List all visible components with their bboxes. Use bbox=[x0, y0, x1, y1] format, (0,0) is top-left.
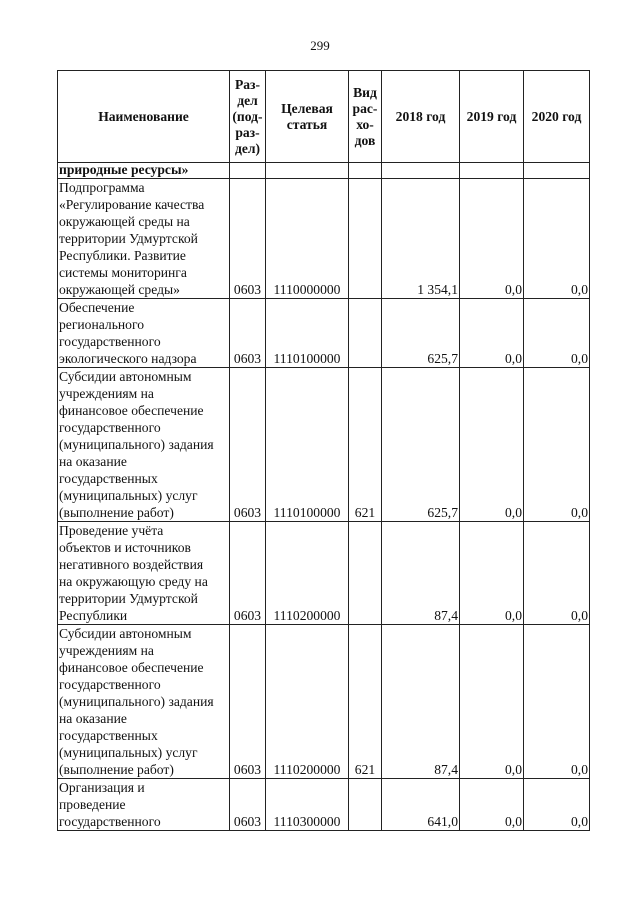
row-section: 0603 bbox=[230, 779, 266, 831]
row-section: 0603 bbox=[230, 368, 266, 522]
row-2019: 0,0 bbox=[460, 179, 524, 299]
row-section: 0603 bbox=[230, 625, 266, 779]
row-name: Субсидии автономным учреждениям на финансовое обеспечение государственного (муниципального) задания на оказание государственных (муниципальных) услуг (выполнение работ) bbox=[58, 368, 230, 522]
row-2018: 87,4 bbox=[382, 625, 460, 779]
row-section: 0603 bbox=[230, 522, 266, 625]
table-header-row bbox=[58, 71, 590, 163]
page-number: 299 bbox=[310, 38, 330, 53]
row-section bbox=[230, 163, 266, 179]
table-row bbox=[58, 522, 590, 625]
table-row bbox=[58, 179, 590, 299]
header-expense-type: Вид рас- хо- дов bbox=[349, 71, 382, 163]
row-2018: 641,0 bbox=[382, 779, 460, 831]
header-2019: 2019 год bbox=[460, 71, 524, 163]
row-section: 0603 bbox=[230, 299, 266, 368]
row-2019: 0,0 bbox=[460, 522, 524, 625]
table-row bbox=[58, 299, 590, 368]
row-2019 bbox=[460, 163, 524, 179]
row-name: Субсидии автономным учреждениям на финансовое обеспечение государственного (муниципального) задания на оказание государственных (муниципальных) услуг (выполнение работ) bbox=[58, 625, 230, 779]
row-target: 1110300000 bbox=[266, 779, 349, 831]
row-name: Обеспечение регионального государственного экологического надзора bbox=[58, 299, 230, 368]
table-row bbox=[58, 368, 590, 522]
row-expense-type bbox=[349, 179, 382, 299]
row-2020: 0,0 bbox=[524, 179, 590, 299]
row-section: 0603 bbox=[230, 179, 266, 299]
budget-table bbox=[57, 70, 590, 831]
row-2020 bbox=[524, 163, 590, 179]
row-2018 bbox=[382, 163, 460, 179]
table-row bbox=[58, 163, 590, 179]
table-row bbox=[58, 625, 590, 779]
header-section: Раз- дел (под- раз- дел) bbox=[230, 71, 266, 163]
row-target: 1110000000 bbox=[266, 179, 349, 299]
row-name: Проведение учёта объектов и источников негативного воздействия на окружающую среду на территории Удмуртской Республики bbox=[58, 522, 230, 625]
row-2019: 0,0 bbox=[460, 779, 524, 831]
header-2020: 2020 год bbox=[524, 71, 590, 163]
row-2019: 0,0 bbox=[460, 625, 524, 779]
row-2018: 625,7 bbox=[382, 368, 460, 522]
row-2018: 87,4 bbox=[382, 522, 460, 625]
table-row bbox=[58, 779, 590, 831]
row-expense-type: 621 bbox=[349, 625, 382, 779]
row-target bbox=[266, 163, 349, 179]
header-target: Целевая статья bbox=[266, 71, 349, 163]
row-2020: 0,0 bbox=[524, 625, 590, 779]
header-2018: 2018 год bbox=[382, 71, 460, 163]
row-target: 1110200000 bbox=[266, 522, 349, 625]
row-expense-type bbox=[349, 779, 382, 831]
row-target: 1110100000 bbox=[266, 368, 349, 522]
row-target: 1110100000 bbox=[266, 299, 349, 368]
row-2019: 0,0 bbox=[460, 299, 524, 368]
row-expense-type bbox=[349, 299, 382, 368]
row-2018: 625,7 bbox=[382, 299, 460, 368]
row-expense-type bbox=[349, 163, 382, 179]
row-2020: 0,0 bbox=[524, 522, 590, 625]
row-name: Подпрограмма «Регулирование качества окружающей среды на территории Удмуртской Республики. Развитие системы мониторинга окружающей среды» bbox=[58, 179, 230, 299]
row-2020: 0,0 bbox=[524, 368, 590, 522]
row-2020: 0,0 bbox=[524, 299, 590, 368]
header-name: Наименование bbox=[58, 71, 230, 163]
row-name: Организация и проведение государственного bbox=[58, 779, 230, 831]
row-2018: 1 354,1 bbox=[382, 179, 460, 299]
row-expense-type bbox=[349, 522, 382, 625]
row-name: природные ресурсы» bbox=[58, 163, 230, 179]
row-2020: 0,0 bbox=[524, 779, 590, 831]
row-2019: 0,0 bbox=[460, 368, 524, 522]
row-target: 1110200000 bbox=[266, 625, 349, 779]
row-expense-type: 621 bbox=[349, 368, 382, 522]
